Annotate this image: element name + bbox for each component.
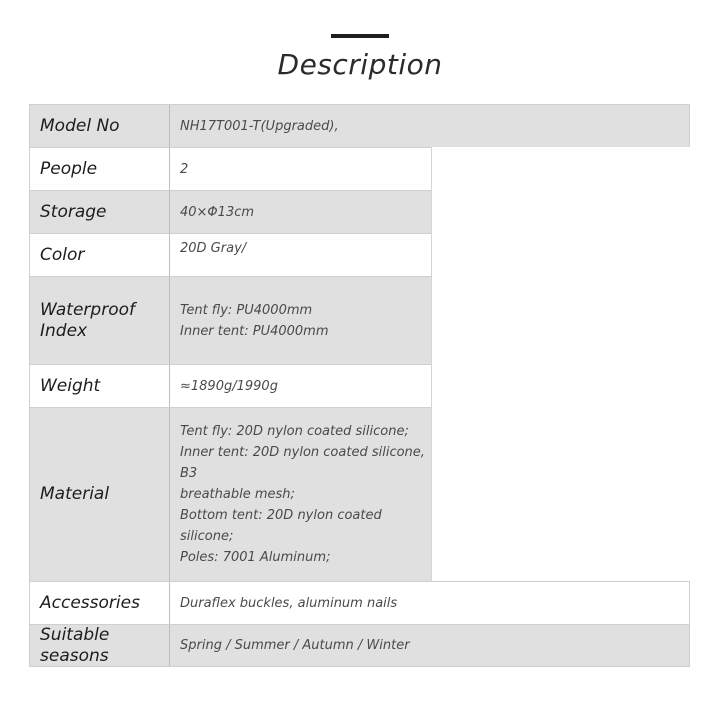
row-label: Storage bbox=[30, 191, 170, 233]
row-value: 20D Gray/ bbox=[170, 234, 432, 276]
blank-side-panel bbox=[431, 147, 690, 581]
row-value-line: breathable mesh; bbox=[180, 487, 295, 502]
row-label: Model No bbox=[30, 105, 170, 147]
row-value bbox=[170, 277, 432, 364]
row-value: 40×Φ13cm bbox=[170, 191, 432, 233]
row-label: Accessories bbox=[30, 582, 170, 624]
row-label: Weight bbox=[30, 365, 170, 407]
spec-table bbox=[29, 104, 690, 667]
row-value-line: Tent fly: PU4000mm bbox=[180, 302, 313, 318]
row-value-line: Bottom tent: 20D nylon coated silicone; bbox=[180, 508, 382, 544]
row-label: People bbox=[30, 148, 170, 190]
row-label-line: Waterproof bbox=[40, 299, 135, 320]
row-value-line: Tent fly: 20D nylon coated silicone; bbox=[180, 424, 409, 439]
row-label: Suitable seasons bbox=[30, 625, 170, 666]
row-value: 2 bbox=[170, 148, 432, 190]
table-row-weight bbox=[29, 364, 432, 408]
row-label bbox=[30, 277, 170, 364]
row-value-line: Inner tent: 20D nylon coated silicone, B3 bbox=[180, 445, 425, 481]
row-label: Material bbox=[30, 408, 170, 581]
table-row-color bbox=[29, 233, 432, 277]
row-label-line: Index bbox=[40, 320, 88, 341]
table-row-people bbox=[29, 147, 432, 191]
title-decoration-bar bbox=[331, 34, 389, 38]
table-row-model-no bbox=[29, 104, 690, 148]
row-label: Color bbox=[30, 234, 170, 276]
page-title: Description bbox=[277, 48, 443, 81]
table-row-accessories bbox=[29, 581, 690, 625]
row-value-line: Poles: 7001 Aluminum; bbox=[180, 550, 331, 565]
table-row-waterproof bbox=[29, 276, 432, 365]
table-row-storage bbox=[29, 190, 432, 234]
table-row-material bbox=[29, 407, 432, 582]
row-value: Spring / Summer / Autumn / Winter bbox=[180, 638, 410, 653]
row-value-line: Inner tent: PU4000mm bbox=[180, 323, 329, 339]
row-value bbox=[170, 408, 432, 581]
row-value: Duraflex buckles, aluminum nails bbox=[180, 595, 398, 611]
row-value: NH17T001-T(Upgraded), bbox=[180, 118, 339, 134]
row-value: ≈1890g/1990g bbox=[170, 365, 432, 407]
table-row-seasons bbox=[29, 624, 690, 667]
